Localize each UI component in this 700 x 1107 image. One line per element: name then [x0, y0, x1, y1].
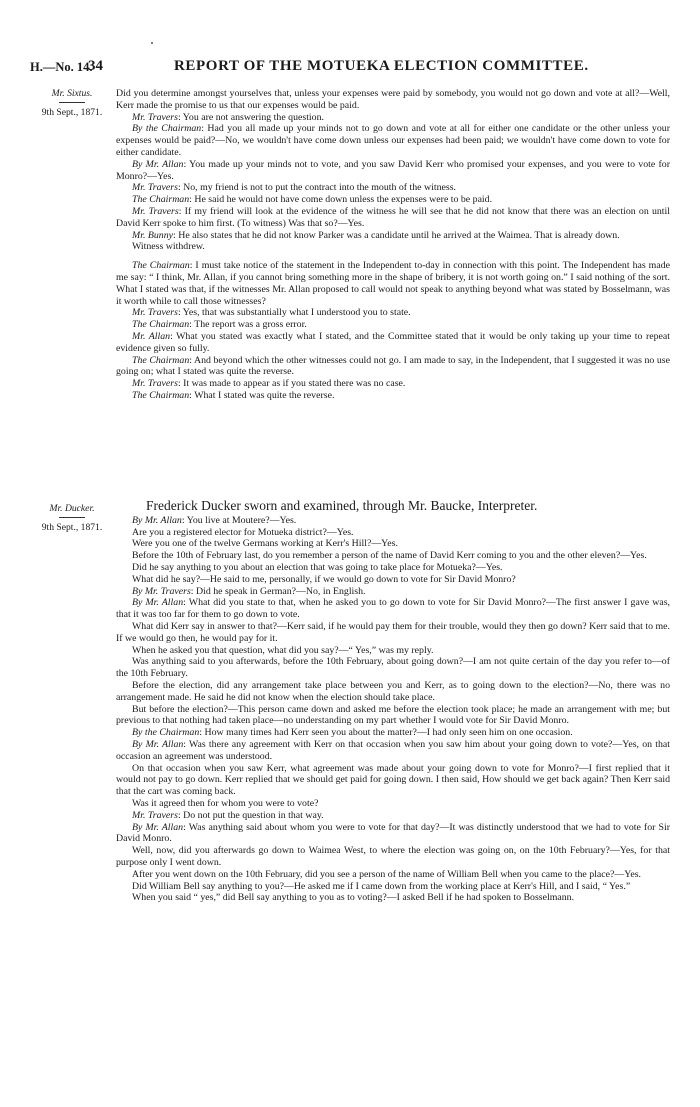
margin-note-ducker — [30, 503, 114, 533]
paragraph-text: It was made to appear as if you stated there was no case. — [183, 378, 406, 390]
paragraph-text: Was anything said about whom you were to vote for that day?—It was distinctly understood that we had to vote for Sir David Monro. — [116, 821, 670, 845]
margin-note-sixtus — [30, 88, 114, 118]
speaker-label: By the Chairman — [132, 727, 200, 739]
paragraph-text: He also states that he did not know Parker was a candidate until he arrived at the Waimea. That is already down. — [178, 229, 620, 241]
speaker-label: By Mr. Allan — [132, 821, 184, 833]
paragraph-text: Before the election, did any arrangement take place between you and Kerr, as to going down to the election?—No, there was no arrangement made. He said he did not know when the election should take place. — [116, 679, 670, 703]
paragraph-text: Did you determine amongst yourselves that, unless your expenses were paid by somebody, you would not go down and vote at all?—Well, Kerr made the promise to us that our expenses would be paid. — [116, 88, 670, 111]
testimony-paragraph — [116, 574, 670, 586]
speaker-label: By Mr. Allan — [132, 738, 184, 750]
paragraph-text: Witness withdrew. — [132, 241, 205, 253]
testimony-section-sixtus — [116, 88, 670, 402]
testimony-paragraph — [116, 881, 670, 893]
testimony-paragraph: Mr. Travers: If my friend will look at the evidence of the witness he will see that he did not know that there was an election on until David Kerr spoke to him first. (To witness) Was that so?—Yes. — [116, 205, 671, 229]
paragraph-text: On that occasion when you saw Kerr, what agreement was made about your going down to vote for Monro?—I first replied that it would not pay to go down. Kerr replied that we should get paid for going down. I then said, How should we get back again? Then Kerr said that the cart was coming back. — [116, 762, 670, 798]
paragraph-text: Are you a registered elector for Motueka district?—Yes. — [132, 526, 354, 538]
paragraph-text: When he asked you that question, what did you say?—“ Yes,” was my reply. — [132, 644, 434, 656]
testimony-paragraph — [116, 621, 670, 645]
paragraph-text: Well, now, did you afterwards go down to Waimea West, to where the election was going on, on the 10th February?—Yes, for that purpose only I went down. — [116, 845, 670, 868]
paragraph-text: Did he speak in German?—No, in English. — [196, 585, 366, 597]
testimony-paragraph — [116, 798, 670, 810]
testimony-paragraph — [116, 538, 670, 550]
speaker-label: By the Chairman — [132, 123, 202, 135]
testimony-paragraph: Mr. Travers: Yes, that was substantially what I understood you to state. — [132, 307, 411, 319]
testimony-paragraph — [116, 88, 670, 112]
testimony-paragraph — [116, 550, 670, 562]
paragraph-text: But before the election?—This person came down and asked me before the election took place; he made an arrangement with me; but previous to that nothing had taken place—no understanding on my part whether I would vote for Sir David Monro. — [116, 703, 670, 727]
paragraph-text: Was anything said to you afterwards, before the 10th February, about going down?—I am not quite certain of the day you refer to—of the 10th February. — [116, 656, 670, 680]
testimony-paragraph — [116, 845, 670, 869]
paragraph-text: Was it agreed then for whom you were to vote? — [132, 797, 319, 809]
speaker-label: Mr. Travers — [132, 111, 178, 123]
speaker-label: The Chairman — [132, 389, 190, 401]
testimony-paragraph: Mr. Travers: It was made to appear as if you stated there was no case. — [132, 378, 406, 390]
testimony-paragraph — [116, 892, 670, 904]
testimony-paragraph — [116, 656, 670, 680]
paragraph-text: Did William Bell say anything to you?—He asked me if I came down from the working place at Kerr's Hill, and I said, “ Yes.” — [132, 880, 631, 892]
paragraph-text: Yes, that was substantially what I understood you to state. — [182, 307, 411, 319]
document-number: H.—No. 14. — [30, 60, 93, 74]
speaker-label: By Mr. Allan — [132, 158, 184, 170]
testimony-paragraph: By Mr. Allan: Was there any agreement with Kerr on that occasion when you saw him about your going down to vote?—Yes, on that occasion an agreement was understood. — [116, 738, 670, 762]
margin-rule — [59, 102, 85, 103]
testimony-paragraph — [116, 704, 670, 728]
testimony-paragraph — [116, 527, 670, 539]
testimony-paragraph: The Chairman: And beyond which the other witnesses could not go. I am made to say, in the Independent, that I suggested it was no use going on; what I stated was quite the reverse. — [116, 354, 671, 378]
testimony-paragraph: The Chairman: I must take notice of the statement in the Independent to-day in connection with this point. The Independent has made me say: “ I think, Mr. Allan, if you cannot bring something more in the shape of bribery, it is not worth going on.” I said nothing of the sort. What I stated was that, if the witnesses Mr. Allan proposed to call would not speak to anything beyond what was stated by Bosselmann, was it worth while to call those witnesses? — [116, 260, 670, 307]
speaker-label: By Mr. Allan — [132, 597, 184, 609]
paragraph-text: Had you all made up your minds not to go down and vote at all for either one candidate or the other unless your expenses would be paid?—No, we wouldn't have come down unless our expenses had been paid; we wouldn't have come down to vote for either candidate. — [116, 123, 670, 158]
testimony-paragraph: By Mr. Allan: Was anything said about whom you were to vote for that day?—It was distinctly understood that we had to vote for Sir David Monro. — [116, 821, 670, 845]
speck-mark — [151, 42, 153, 44]
testimony-paragraph: The Chairman: He said he would not have come down unless the expenses were to be paid. — [132, 194, 493, 206]
testimony-paragraph — [116, 763, 670, 798]
margin-rule — [59, 517, 85, 518]
page-title: REPORT OF THE MOTUEKA ELECTION COMMITTEE. — [174, 58, 589, 74]
speaker-label: The Chairman — [132, 194, 190, 206]
testimony-paragraph: The Chairman: What I stated was quite the reverse. — [132, 389, 335, 401]
testimony-paragraph — [116, 562, 670, 574]
speaker-label: The Chairman — [132, 354, 190, 366]
paragraph-text: I must take notice of the statement in the Independent to-day in connection with this point. The Independent has made me say: “ I think, Mr. Allan, if you cannot bring something more in the shape of bribery, it is not worth going on.” I said nothing of the sort. What I stated was that, if the witnesses Mr. Allan proposed to call would not speak to anything beyond what was stated by Bosselmann, was it worth while to call those witnesses? — [116, 260, 670, 307]
testimony-paragraph: By Mr. Allan: What did you state to that, when he asked you to go down to vote for Sir David Monro?—The first answer I gave was, that it was too far for them to go down to vote. — [116, 597, 670, 621]
paragraph-text: What did you state to that, when he asked you to go down to vote for Sir David Monro?—The first answer I gave was, that it was too far for them to go down to vote. — [116, 597, 670, 621]
sworn-heading: Frederick Ducker sworn and examined, through Mr. Baucke, Interpreter. — [146, 498, 538, 513]
testimony-paragraph: By the Chairman: Had you all made up your minds not to go down and vote at all for either one candidate or the other unless your expenses would be paid?—No, we wouldn't have come down unless our expenses had been paid; we wouldn't have come down to vote for either candidate. — [116, 123, 670, 158]
paragraph-text: Were you one of the twelve Germans working at Kerr's Hill?—Yes. — [132, 538, 398, 550]
testimony-paragraph — [116, 869, 670, 881]
testimony-paragraphs — [116, 515, 670, 904]
testimony-paragraph — [116, 680, 670, 704]
paragraph-text: He said he would not have come down unless the expenses were to be paid. — [194, 194, 493, 206]
page-header — [30, 58, 670, 78]
speaker-label: Mr. Travers — [132, 182, 178, 194]
testimony-paragraph: Mr. Travers: Do not put the question in that way. — [132, 809, 324, 821]
speaker-label: Mr. Travers — [132, 307, 178, 319]
paragraph-text: What did he say?—He said to me, personally, if we would go down to vote for Sir David Monro? — [132, 573, 516, 585]
testimony-section-ducker — [116, 500, 670, 904]
paragraph-text: What did Kerr say in answer to that?—Kerr said, if he would pay them for their trouble, would they then go down? Kerr said that to me. If we would go then, he would pay for it. — [116, 620, 670, 644]
speaker-label: Mr. Allan — [132, 330, 171, 342]
speaker-label: By Mr. Travers — [132, 585, 191, 597]
testimony-paragraph — [116, 645, 670, 657]
testimony-paragraph: Mr. Allan: What you stated was exactly what I stated, and the Committee stated that it would be only taking up your time to repeat evidence given so fully. — [116, 330, 670, 354]
paragraph-text: Before the 10th of February last, do you remember a person of the name of David Kerr coming to you and the other eleven?—Yes. — [132, 550, 647, 562]
margin-witness-name: Mr. Ducker. — [49, 503, 95, 514]
testimony-paragraph: By Mr. Travers: Did he speak in German?—No, in English. — [132, 585, 366, 597]
speaker-label: The Chairman — [132, 260, 190, 272]
paragraph-text: No, my friend is not to put the contract into the mouth of the witness. — [183, 182, 457, 194]
paragraph-text: After you went down on the 10th February, did you see a person of the name of William Bell when you came to the place?—Yes. — [132, 868, 641, 880]
margin-date: 9th Sept., 1871. — [41, 522, 103, 533]
speaker-label: Mr. Travers — [132, 809, 178, 821]
testimony-paragraph: By Mr. Allan: You live at Moutere?—Yes. — [132, 514, 297, 526]
paragraph-text: If my friend will look at the evidence of the witness he will see that he did not know that there was an election on until David Kerr spoke to him first. (To witness) Was that so?—Yes. — [116, 205, 671, 229]
testimony-paragraph: Mr. Travers: No, my friend is not to put the contract into the mouth of the witness. — [132, 182, 457, 194]
paragraph-text: Did he say anything to you about an election that was going to take place for Motueka?—Yes. — [132, 561, 503, 573]
testimony-paragraph: By the Chairman: How many times had Kerr seen you about the matter?—I had only seen him on one occasion. — [132, 727, 573, 739]
paragraph-text: What you stated was exactly what I stated, and the Committee stated that it would be only taking up your time to repeat evidence given so fully. — [116, 330, 670, 354]
paragraph-text: You live at Moutere?—Yes. — [186, 514, 297, 526]
paragraph-text: You are not answering the question. — [182, 111, 324, 123]
testimony-paragraph: The Chairman: The report was a gross error. — [132, 319, 307, 331]
paragraph-text: The report was a gross error. — [194, 319, 307, 331]
testimony-paragraph: By Mr. Allan: You made up your minds not to vote, and you saw David Kerr who promised your expenses, and you were to vote for Monro?—Yes. — [116, 158, 670, 182]
testimony-paragraph — [116, 241, 670, 253]
speaker-label: The Chairman — [132, 319, 190, 331]
paragraph-text: And beyond which the other witnesses could not go. I am made to say, in the Independent, that I suggested it was no use going on; what I stated was quite the reverse. — [116, 354, 671, 378]
paragraph-text: You made up your minds not to vote, and you saw David Kerr who promised your expenses, and you were to vote for Monro?—Yes. — [116, 158, 670, 182]
testimony-paragraph: Mr. Travers: You are not answering the question. — [132, 111, 324, 123]
speaker-label: Mr. Travers — [132, 378, 178, 390]
speaker-label: By Mr. Allan — [132, 514, 182, 526]
page-number: 34 — [88, 58, 103, 74]
testimony-paragraph: Mr. Bunny: He also states that he did not know Parker was a candidate until he arrived at the Waimea. That is already down. — [132, 229, 620, 241]
paragraph-text: When you said “ yes,” did Bell say anything to you as to voting?—I asked Bell if he had spoken to Bosselmann. — [132, 892, 575, 904]
paragraph-text: Was there any agreement with Kerr on that occasion when you saw him about your going down to vote?—Yes, on that occasion an agreement was understood. — [116, 738, 670, 762]
margin-witness-name: Mr. Sixtus. — [51, 88, 93, 99]
paragraph-text: How many times had Kerr seen you about the matter?—I had only seen him on one occasion. — [204, 727, 573, 739]
paragraph-text: Do not put the question in that way. — [183, 809, 324, 821]
speaker-label: Mr. Travers — [132, 205, 179, 217]
margin-date: 9th Sept., 1871. — [41, 107, 103, 118]
paragraph-text: What I stated was quite the reverse. — [194, 389, 335, 401]
speaker-label: Mr. Bunny — [132, 229, 174, 241]
